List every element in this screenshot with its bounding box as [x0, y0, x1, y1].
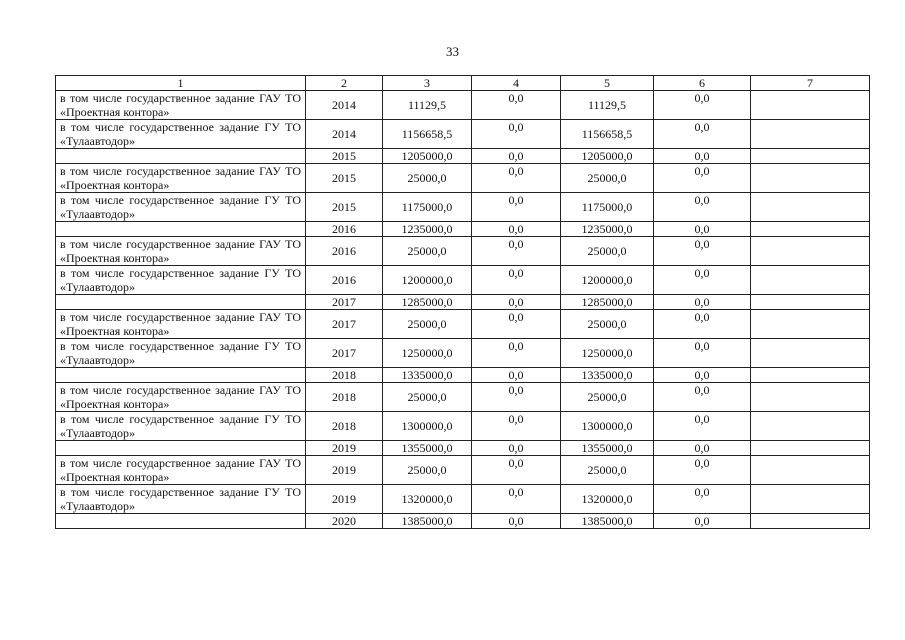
- row-col5-value: 25000,0: [561, 456, 654, 485]
- row-col4-value: 0,0: [472, 164, 561, 193]
- table-row: [56, 441, 870, 456]
- row-year: 2019: [306, 456, 383, 485]
- row-col5-value: 1200000,0: [561, 266, 654, 295]
- row-year: 2017: [306, 310, 383, 339]
- row-col6-value: 0,0: [654, 368, 751, 383]
- row-col3-value: 25000,0: [383, 164, 472, 193]
- row-col4-value: 0,0: [472, 310, 561, 339]
- row-year: 2014: [306, 91, 383, 120]
- row-col6-value: 0,0: [654, 339, 751, 368]
- row-col4-value: 0,0: [472, 514, 561, 529]
- row-col3-value: 25000,0: [383, 383, 472, 412]
- column-header-5: 5: [561, 76, 654, 91]
- table-row: [56, 266, 870, 295]
- row-col7-value: [751, 485, 870, 514]
- row-col7-value: [751, 237, 870, 266]
- row-description: в том числе государственное задание ГАУ ТО «Проектная контора»: [56, 383, 306, 412]
- table-row: [56, 310, 870, 339]
- row-col3-value: 1285000,0: [383, 295, 472, 310]
- table-row: [56, 368, 870, 383]
- row-col5-value: 1156658,5: [561, 120, 654, 149]
- row-col3-value: 1250000,0: [383, 339, 472, 368]
- row-col5-value: 1300000,0: [561, 412, 654, 441]
- column-header-6: 6: [654, 76, 751, 91]
- row-col7-value: [751, 339, 870, 368]
- row-col4-value: 0,0: [472, 456, 561, 485]
- row-col3-value: 1300000,0: [383, 412, 472, 441]
- row-col7-value: [751, 295, 870, 310]
- row-col3-value: 25000,0: [383, 310, 472, 339]
- row-year: 2015: [306, 149, 383, 164]
- row-description: [56, 222, 306, 237]
- row-description: в том числе государственное задание ГУ ТО «Тулаавтодор»: [56, 412, 306, 441]
- row-col4-value: 0,0: [472, 222, 561, 237]
- table-row: [56, 164, 870, 193]
- row-col5-value: 1355000,0: [561, 441, 654, 456]
- row-col7-value: [751, 383, 870, 412]
- row-description: в том числе государственное задание ГУ ТО «Тулаавтодор»: [56, 339, 306, 368]
- row-col5-value: 1205000,0: [561, 149, 654, 164]
- row-col3-value: 11129,5: [383, 91, 472, 120]
- row-col7-value: [751, 310, 870, 339]
- row-description: в том числе государственное задание ГУ ТО «Тулаавтодор»: [56, 266, 306, 295]
- row-year: 2015: [306, 193, 383, 222]
- table-row: [56, 485, 870, 514]
- row-col7-value: [751, 91, 870, 120]
- table-body: [56, 76, 870, 529]
- budget-table: [55, 75, 870, 529]
- row-description: [56, 368, 306, 383]
- row-col4-value: 0,0: [472, 120, 561, 149]
- row-col4-value: 0,0: [472, 149, 561, 164]
- column-header-3: 3: [383, 76, 472, 91]
- row-col3-value: 1355000,0: [383, 441, 472, 456]
- row-col5-value: 25000,0: [561, 383, 654, 412]
- row-col7-value: [751, 193, 870, 222]
- table-row: [56, 193, 870, 222]
- row-col4-value: 0,0: [472, 383, 561, 412]
- row-description: в том числе государственное задание ГАУ ТО «Проектная контора»: [56, 164, 306, 193]
- row-col3-value: 1320000,0: [383, 485, 472, 514]
- row-col6-value: 0,0: [654, 222, 751, 237]
- row-year: 2019: [306, 485, 383, 514]
- table-row: [56, 339, 870, 368]
- row-year: 2017: [306, 295, 383, 310]
- row-col4-value: 0,0: [472, 485, 561, 514]
- row-description: в том числе государственное задание ГАУ ТО «Проектная контора»: [56, 237, 306, 266]
- row-year: 2018: [306, 383, 383, 412]
- row-description: в том числе государственное задание ГАУ ТО «Проектная контора»: [56, 91, 306, 120]
- row-year: 2016: [306, 237, 383, 266]
- row-col6-value: 0,0: [654, 120, 751, 149]
- row-description: в том числе государственное задание ГУ ТО «Тулаавтодор»: [56, 193, 306, 222]
- row-col3-value: 25000,0: [383, 237, 472, 266]
- row-col4-value: 0,0: [472, 266, 561, 295]
- table-row: [56, 120, 870, 149]
- row-year: 2014: [306, 120, 383, 149]
- row-year: 2018: [306, 412, 383, 441]
- row-description: в том числе государственное задание ГУ ТО «Тулаавтодор»: [56, 485, 306, 514]
- column-header-4: 4: [472, 76, 561, 91]
- page-number: 33: [446, 44, 459, 59]
- table-row: [56, 149, 870, 164]
- row-col7-value: [751, 514, 870, 529]
- row-col5-value: 1320000,0: [561, 485, 654, 514]
- row-year: 2015: [306, 164, 383, 193]
- row-col3-value: 1175000,0: [383, 193, 472, 222]
- row-col6-value: 0,0: [654, 295, 751, 310]
- row-col5-value: 25000,0: [561, 310, 654, 339]
- row-col6-value: 0,0: [654, 149, 751, 164]
- row-col7-value: [751, 164, 870, 193]
- row-col3-value: 1235000,0: [383, 222, 472, 237]
- row-col7-value: [751, 266, 870, 295]
- row-col7-value: [751, 441, 870, 456]
- row-col3-value: 1156658,5: [383, 120, 472, 149]
- row-col7-value: [751, 412, 870, 441]
- row-col5-value: 25000,0: [561, 164, 654, 193]
- row-col6-value: 0,0: [654, 412, 751, 441]
- row-col7-value: [751, 456, 870, 485]
- row-col3-value: 1385000,0: [383, 514, 472, 529]
- row-col5-value: 1335000,0: [561, 368, 654, 383]
- table-header-row: [56, 76, 870, 91]
- row-col6-value: 0,0: [654, 514, 751, 529]
- table-row: [56, 295, 870, 310]
- row-year: 2016: [306, 266, 383, 295]
- row-col6-value: 0,0: [654, 456, 751, 485]
- row-col3-value: 1335000,0: [383, 368, 472, 383]
- row-col4-value: 0,0: [472, 368, 561, 383]
- row-col6-value: 0,0: [654, 310, 751, 339]
- row-col5-value: 25000,0: [561, 237, 654, 266]
- row-col6-value: 0,0: [654, 237, 751, 266]
- row-col6-value: 0,0: [654, 441, 751, 456]
- row-col6-value: 0,0: [654, 164, 751, 193]
- row-col6-value: 0,0: [654, 266, 751, 295]
- row-col5-value: 11129,5: [561, 91, 654, 120]
- row-year: 2018: [306, 368, 383, 383]
- row-col3-value: 1205000,0: [383, 149, 472, 164]
- row-col4-value: 0,0: [472, 295, 561, 310]
- table-row: [56, 91, 870, 120]
- table-row: [56, 222, 870, 237]
- row-description: [56, 149, 306, 164]
- column-header-1: 1: [56, 76, 306, 91]
- column-header-7: 7: [751, 76, 870, 91]
- row-col4-value: 0,0: [472, 412, 561, 441]
- row-col5-value: 1175000,0: [561, 193, 654, 222]
- row-col5-value: 1285000,0: [561, 295, 654, 310]
- row-description: [56, 295, 306, 310]
- row-year: 2019: [306, 441, 383, 456]
- row-col4-value: 0,0: [472, 193, 561, 222]
- row-col7-value: [751, 368, 870, 383]
- row-year: 2016: [306, 222, 383, 237]
- row-col4-value: 0,0: [472, 237, 561, 266]
- row-col4-value: 0,0: [472, 91, 561, 120]
- row-col7-value: [751, 149, 870, 164]
- row-year: 2020: [306, 514, 383, 529]
- row-col6-value: 0,0: [654, 383, 751, 412]
- row-col6-value: 0,0: [654, 485, 751, 514]
- row-col3-value: 1200000,0: [383, 266, 472, 295]
- row-col4-value: 0,0: [472, 339, 561, 368]
- row-col5-value: 1385000,0: [561, 514, 654, 529]
- table-row: [56, 514, 870, 529]
- row-col3-value: 25000,0: [383, 456, 472, 485]
- row-col5-value: 1235000,0: [561, 222, 654, 237]
- table-row: [56, 412, 870, 441]
- table-row: [56, 456, 870, 485]
- row-description: [56, 514, 306, 529]
- table-row: [56, 237, 870, 266]
- row-description: в том числе государственное задание ГУ ТО «Тулаавтодор»: [56, 120, 306, 149]
- row-col6-value: 0,0: [654, 193, 751, 222]
- row-col4-value: 0,0: [472, 441, 561, 456]
- row-description: в том числе государственное задание ГАУ ТО «Проектная контора»: [56, 310, 306, 339]
- row-col6-value: 0,0: [654, 91, 751, 120]
- row-description: [56, 441, 306, 456]
- row-year: 2017: [306, 339, 383, 368]
- row-col7-value: [751, 120, 870, 149]
- table-row: [56, 383, 870, 412]
- row-col7-value: [751, 222, 870, 237]
- row-col5-value: 1250000,0: [561, 339, 654, 368]
- row-description: в том числе государственное задание ГАУ ТО «Проектная контора»: [56, 456, 306, 485]
- column-header-2: 2: [306, 76, 383, 91]
